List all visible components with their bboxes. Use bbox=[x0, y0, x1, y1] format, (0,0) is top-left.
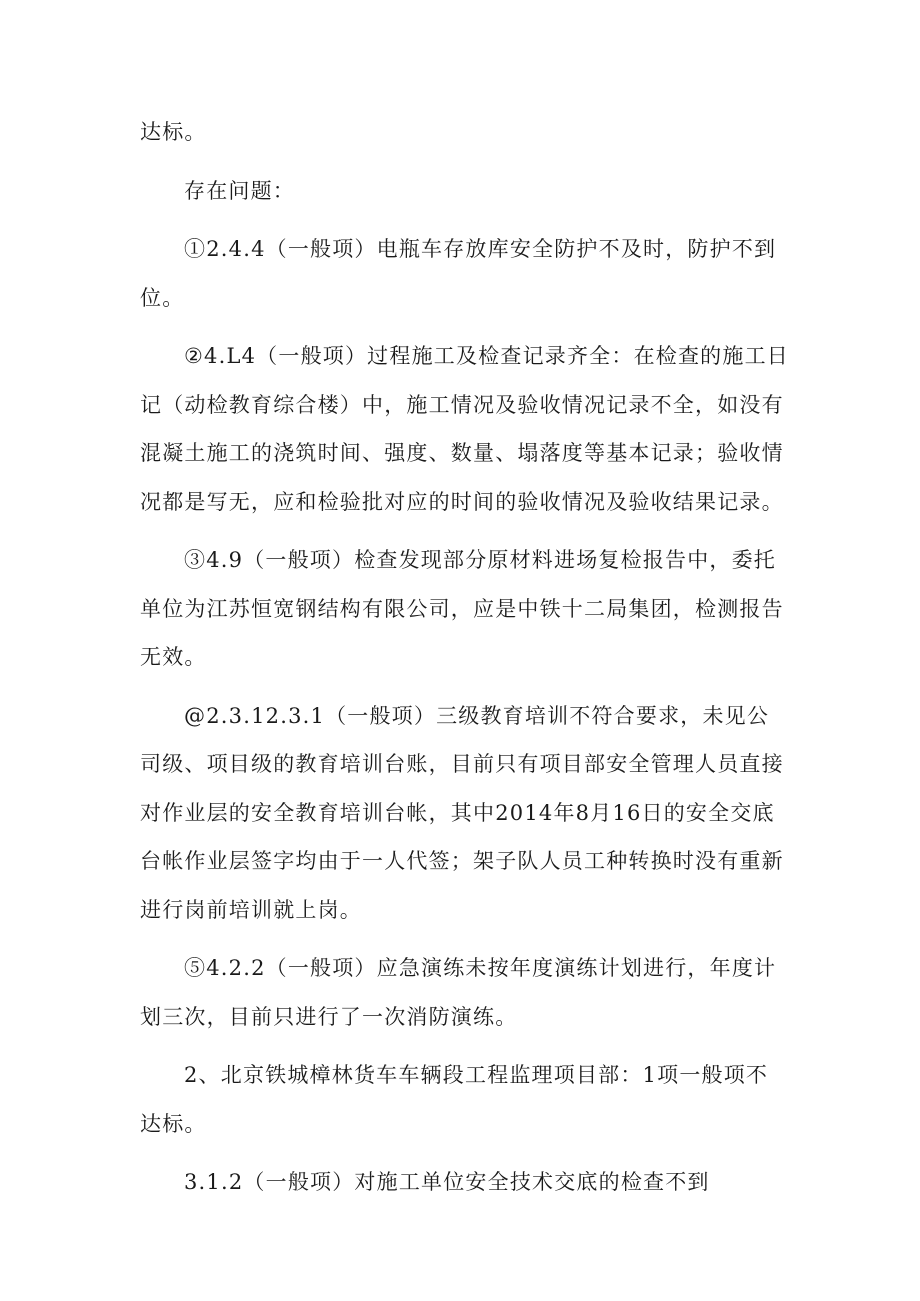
paragraph-3: ①2.4.4（一般项）电瓶车存放库安全防护不及时，防护不到位。 bbox=[140, 237, 777, 310]
paragraph-2: 存在问题： bbox=[184, 178, 295, 203]
paragraph-6: @2.3.12.3.1（一般项）三级教育培训不符合要求，未见公司级、项目级的教育培训台账，目前只有项目部安全管理人员直接对作业层的安全教育培训台帐，其中2014年8月16日的安全交底台帐作业层签字均由于一人代签；架子队人员工种转换时没有重新进行岗前培训就上岗。 bbox=[140, 703, 784, 922]
paragraph-8: 2、北京铁城樟林货车车辆段工程监理项目部：1项一般项不达标。 bbox=[140, 1063, 769, 1136]
paragraph-5: ③4.9（一般项）检查发现部分原材料进场复检报告中，委托单位为江苏恒宽钢结构有限公司，应是中铁十二局集团，检测报告无效。 bbox=[140, 548, 784, 669]
paragraph-4: ②4.L4（一般项）过程施工及检查记录齐全：在检查的施工日记（动检教育综合楼）中，施工情况及验收情况记录不全，如没有混凝土施工的浇筑时间、强度、数量、塌落度等基本记录；验收情况都是写无，应和检验批对应的时间的验收情况及验收结果记录。 bbox=[140, 344, 789, 514]
paragraph-1: 达标。 bbox=[140, 120, 207, 144]
document-page bbox=[140, 108, 790, 1217]
paragraph-7: ⑤4.2.2（一般项）应急演练未按年度演练计划进行，年度计划三次，目前只进行了一次消防演练。 bbox=[140, 956, 777, 1029]
paragraph-9: 3.1.2（一般项）对施工单位安全技术交底的检查不到 bbox=[184, 1170, 710, 1194]
